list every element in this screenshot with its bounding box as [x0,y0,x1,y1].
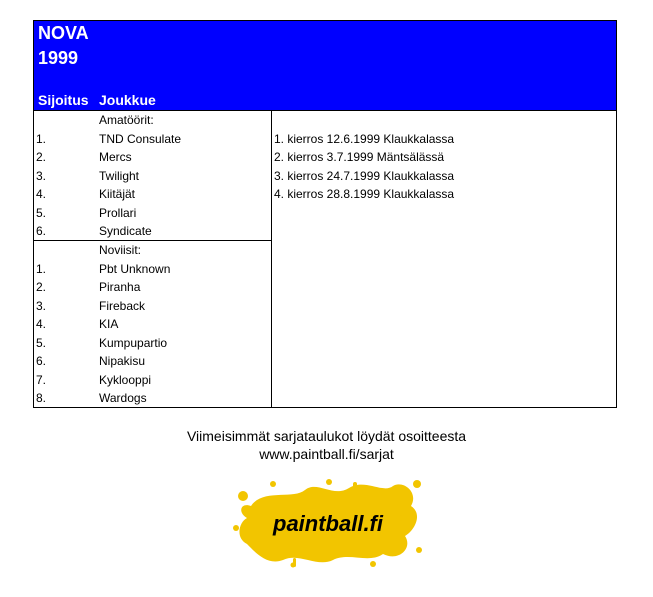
table-row [36,130,268,148]
rank: 5. [36,205,47,220]
table-row [36,352,268,370]
round-item: 1. kierros 12.6.1999 Klaukkalassa [274,131,455,146]
round-item: 3. kierros 24.7.1999 Klaukkalassa [274,168,455,183]
team-name: Piranha [99,280,141,294]
team-name: TND Consulate [99,131,182,146]
series-year: 1999 [38,48,79,68]
team-name: Kiitäjät [99,187,136,201]
table-row [36,167,268,185]
rank: 2. [36,280,47,294]
table-row [36,278,268,296]
rank: 5. [36,335,47,350]
rank: 2. [36,150,47,164]
team-name: Kyklooppi [99,372,152,387]
rank: 1. [36,131,47,146]
column-header-rank: Sijoitus [38,92,89,108]
team-name: Twilight [99,168,140,183]
team-name: Nipakisu [99,354,146,368]
rank: 1. [36,261,47,276]
amateurs-label: Amatöörit: [99,113,154,127]
table-row [36,315,268,333]
novices-label: Noviisit: [99,243,142,257]
team-name: Pbt Unknown [99,261,171,276]
rank: 7. [36,372,47,387]
rank: 6. [36,354,47,368]
team-name: Kumpupartio [99,335,168,350]
table-row [36,389,268,407]
footer-url[interactable]: www.paintball.fi/sarjat [259,446,394,462]
rank: 3. [36,168,47,183]
round-item: 2. kierros 3.7.1999 Mäntsälässä [274,150,445,164]
rank: 4. [36,187,47,201]
column-header-team: Joukkue [99,92,156,108]
round-item: 4. kierros 28.8.1999 Klaukkalassa [274,187,455,201]
table-row [36,371,268,389]
rank: 4. [36,317,47,331]
team-name: Wardogs [99,391,147,405]
rank: 3. [36,298,47,313]
table-row [36,260,268,278]
rank: 6. [36,224,47,238]
team-name: Syndicate [99,224,152,238]
rank: 8. [36,391,47,405]
table-row [36,222,268,240]
table-row [36,334,268,352]
team-name: Mercs [99,150,132,164]
paintball-logo[interactable] [233,478,423,568]
table-row [36,297,268,315]
footer-text: Viimeisimmät sarjataulukot löydät osoitteesta [186,428,467,444]
section-divider [33,240,272,241]
paint-splat-icon [233,478,423,568]
team-name: KIA [99,317,119,331]
table-row [36,148,268,166]
series-title: NOVA [38,23,89,43]
table-row [36,185,268,203]
team-name: Fireback [99,298,146,313]
results-header [33,20,617,111]
team-name: Prollari [99,205,137,220]
table-row [36,204,268,222]
logo-text: paintball.fi [273,511,383,536]
